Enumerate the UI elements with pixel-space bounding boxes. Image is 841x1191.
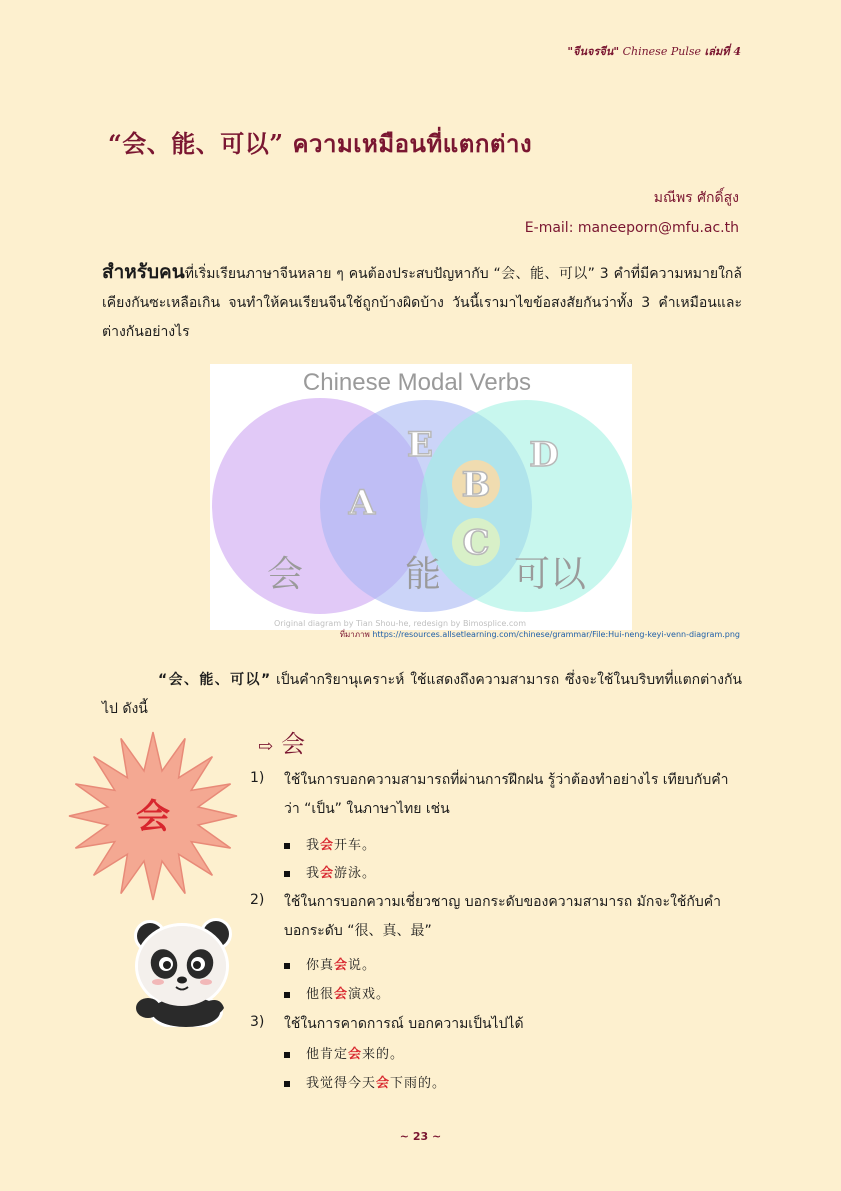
caption-label: ที่มาภาพ	[339, 630, 370, 639]
circle-label-neng: 能	[404, 554, 442, 595]
bullet-icon	[284, 963, 290, 969]
item-3-number: 3)	[250, 1014, 265, 1030]
para2-chinese: “会、能、可以”	[158, 672, 271, 688]
section-heading	[258, 724, 305, 759]
example-2-2: 他很会演戏。	[284, 983, 390, 1002]
header-title-th: "จีนจรจีน"	[567, 45, 620, 58]
venn-diagram	[210, 364, 632, 630]
article-title: “会、能、可以” ความเหมือนที่แตกต่าง	[108, 129, 533, 158]
intro-text: ที่เริ่มเรียนภาษาจีนหลาย ๆ คนต้องประสบปัญหากับ “会、能、可以” 3 คำที่มีความหมายใกล้เคียงกันซะเหลือเกิน จนทำให้คนเรียนจีนใช้ถูกบ้างผิดบ้าง วันนี้เรามาไขข้อสงสัยกันว่าทั้ง 3 คำเหมือนและต่างกันอย่างไร	[102, 266, 742, 340]
para2-text: เป็นคำกริยานุเคราะห์ ใช้แสดงถึงความสามารถ ซึ่งจะใช้ในบริบทที่แตกต่างกันไป ดังนี้	[102, 672, 742, 717]
bullet-icon	[284, 992, 290, 998]
example-1-2: 我会游泳。	[284, 862, 376, 881]
figure-caption	[210, 628, 740, 641]
circle-label-keyi: 可以	[513, 554, 587, 595]
section-heading-char: 会	[281, 730, 306, 758]
figure-watermark: Original diagram by Tian Shou-he, redesign by Bimosplice.com	[274, 619, 526, 628]
item-1-number: 1)	[250, 770, 265, 786]
region-letter-a: A	[348, 483, 376, 523]
author-email: E-mail: maneeporn@mfu.ac.th	[524, 220, 739, 236]
bullet-icon	[284, 1081, 290, 1087]
running-header	[567, 42, 741, 60]
intro-lead: สำหรับคน	[102, 261, 185, 283]
item-2-number: 2)	[250, 892, 265, 908]
region-letter-d: D	[529, 435, 559, 475]
panda-illustration	[128, 912, 240, 1027]
bullet-icon	[284, 843, 290, 849]
example-3-1: 他肯定会来的。	[284, 1043, 404, 1062]
example-2-1: 你真会说。	[284, 954, 376, 973]
starburst-badge	[68, 728, 238, 903]
bullet-icon	[284, 871, 290, 877]
page-number: ~ 23 ~	[399, 1130, 442, 1143]
bullet-icon	[284, 1052, 290, 1058]
header-issue: เล่มที่ 4	[704, 45, 741, 58]
intro-paragraph	[102, 258, 742, 347]
caption-url[interactable]: https://resources.allsetlearning.com/chinese/grammar/File:Hui-neng-keyi-venn-diagram.png	[372, 630, 740, 639]
example-3-2: 我觉得今天会下雨的。	[284, 1072, 446, 1091]
region-letter-c: C	[462, 523, 490, 563]
arrow-right-icon: ⇨	[258, 736, 274, 757]
modal-verbs-paragraph	[102, 666, 742, 724]
circle-label-hui: 会	[266, 554, 304, 595]
figure-title: Chinese Modal Verbs	[302, 369, 532, 396]
region-letter-b: B	[461, 465, 491, 505]
example-1-1: 我会开车。	[284, 834, 376, 853]
region-letter-e: E	[407, 425, 433, 465]
item-2-text: ใช้ในการบอกความเชี่ยวชาญ บอกระดับของความสามารถ มักจะใช้กับคำบอกระดับ “很、真、最”	[284, 894, 722, 939]
item-1-text: ใช้ในการบอกความสามารถที่ผ่านการฝึกฝน รู้ว่าต้องทำอย่างไร เทียบกับคำว่า “เป็น” ในภาษาไทย เช่น	[284, 772, 729, 817]
author-name: มณีพร ศักดิ์สูง	[653, 190, 739, 206]
header-title-en: Chinese Pulse	[622, 45, 701, 58]
item-3-text: ใช้ในการคาดการณ์ บอกความเป็นไปได้	[284, 1016, 524, 1032]
badge-char: 会	[136, 797, 170, 837]
